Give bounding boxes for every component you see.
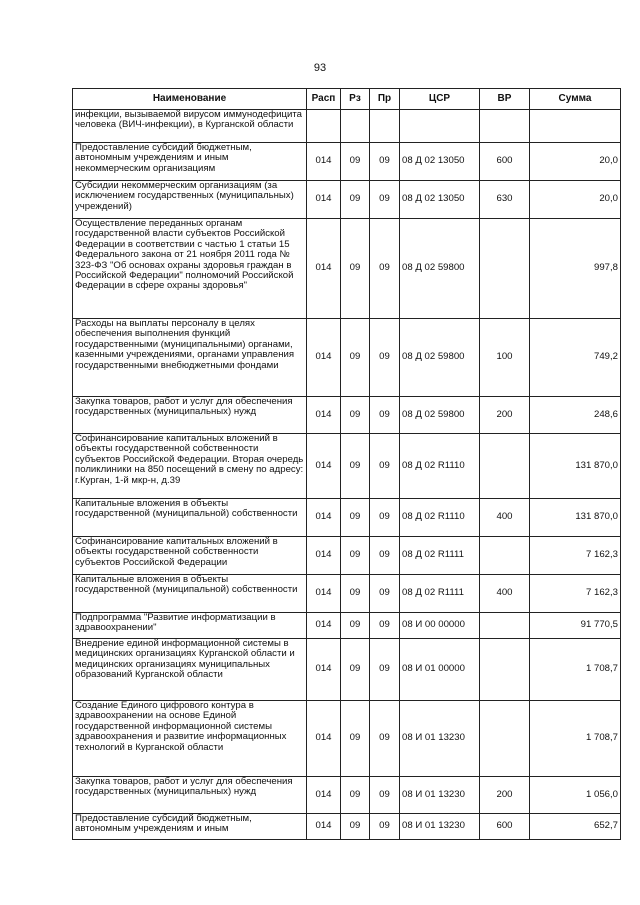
row-pr: 09 [370,319,400,397]
row-name: Софинансирование капитальных вложений в объекты государственной собственности субъектов Российской Федерации [73,537,307,575]
header-name: Наименование [73,89,307,110]
row-name: Осуществление переданных органам государственной власти субъектов Российской Федерации в соответствии с частью 1 статьи 15 Федерального закона от 21 ноября 2011 года № 323-ФЗ "Об основах охраны здоровья граждан в Российской Федерации" полномочий Российской Федерации в сфере охраны здоровья" [73,219,307,319]
row-name: Предоставление субсидий бюджетным, автономным учреждениям и иным [73,814,307,840]
row-sum: 131 870,0 [530,499,621,537]
row-pr: 09 [370,537,400,575]
row-name: Подпрограмма "Развитие информатизации в здравоохранении" [73,613,307,639]
row-vr: 200 [480,397,530,434]
row-rz: 09 [341,701,370,777]
row-rasp: 014 [307,143,341,181]
table-row [73,639,621,701]
table-header [73,89,621,110]
row-rasp [307,110,341,143]
row-csr: 08 И 01 13230 [400,814,480,840]
table-row [73,701,621,777]
row-name: Предоставление субсидий бюджетным, автономным учреждениям и иным некоммерческим организациям [73,143,307,181]
row-csr: 08 И 00 00000 [400,613,480,639]
header-row [73,89,621,110]
row-pr [370,110,400,143]
row-sum: 20,0 [530,143,621,181]
row-sum: 91 770,5 [530,613,621,639]
row-rasp: 014 [307,613,341,639]
table-row [73,219,621,319]
row-vr [480,701,530,777]
row-name: Внедрение единой информационной системы в медицинских организациях Курганской области и медицинских организациях муниципальных образований Курганской области [73,639,307,701]
table-row [73,110,621,143]
row-csr: 08 И 01 13230 [400,701,480,777]
row-csr: 08 Д 02 59800 [400,397,480,434]
row-vr [480,639,530,701]
row-rz: 09 [341,434,370,499]
row-csr: 08 Д 02 13050 [400,181,480,219]
row-csr: 08 Д 02 59800 [400,219,480,319]
row-pr: 09 [370,434,400,499]
table-row [73,181,621,219]
row-pr: 09 [370,181,400,219]
row-vr [480,434,530,499]
table-row [73,499,621,537]
row-csr: 08 Д 02 R1111 [400,537,480,575]
row-pr: 09 [370,613,400,639]
row-rasp: 014 [307,181,341,219]
header-csr: ЦСР [400,89,480,110]
row-name: инфекции, вызываемой вирусом иммунодефицита человека (ВИЧ-инфекции), в Курганской области [73,110,307,143]
row-csr: 08 И 01 00000 [400,639,480,701]
row-rz: 09 [341,575,370,613]
page-number: 93 [313,62,327,74]
row-name: Закупка товаров, работ и услуг для обеспечения государственных (муниципальных) нужд [73,777,307,814]
row-name: Капитальные вложения в объекты государственной (муниципальной) собственности [73,575,307,613]
row-csr: 08 Д 02 13050 [400,143,480,181]
row-vr: 600 [480,143,530,181]
row-vr: 200 [480,777,530,814]
row-rasp: 014 [307,319,341,397]
row-csr: 08 Д 02 R1110 [400,499,480,537]
row-sum: 131 870,0 [530,434,621,499]
row-sum: 20,0 [530,181,621,219]
row-csr [400,110,480,143]
row-pr: 09 [370,575,400,613]
row-rasp: 014 [307,537,341,575]
row-name: Расходы на выплаты персоналу в целях обеспечения выполнения функций государственными (муниципальными) органами, казенными учреждениями, органами управления государственными внебюджетными фондами [73,319,307,397]
row-pr: 09 [370,143,400,181]
table-row [73,575,621,613]
header-sum: Сумма [530,89,621,110]
row-vr: 630 [480,181,530,219]
row-sum: 1 708,7 [530,639,621,701]
row-sum: 7 162,3 [530,575,621,613]
row-rasp: 014 [307,777,341,814]
row-pr: 09 [370,219,400,319]
row-vr [480,613,530,639]
row-name: Создание Единого цифрового контура в здравоохранении на основе Единой государственной информационной системы здравоохранения и развитие информационных технологий в Курганской области [73,701,307,777]
row-rasp: 014 [307,219,341,319]
row-csr: 08 Д 02 59800 [400,319,480,397]
row-sum: 248,6 [530,397,621,434]
header-vr: ВР [480,89,530,110]
row-csr: 08 Д 02 R1110 [400,434,480,499]
row-name: Софинансирование капитальных вложений в объекты государственной собственности субъектов Российской Федерации. Вторая очередь поликлиники на 850 посещений в смену по адресу: г.Курган, 1-й мкр-н, д.39 [73,434,307,499]
table-row [73,537,621,575]
header-rz: Рз [341,89,370,110]
row-name: Субсидии некоммерческим организациям (за исключением государственных (муниципальных) учреждений) [73,181,307,219]
row-sum: 997,8 [530,219,621,319]
row-rz: 09 [341,613,370,639]
row-rz: 09 [341,639,370,701]
row-pr: 09 [370,397,400,434]
row-vr [480,537,530,575]
row-pr: 09 [370,814,400,840]
row-rasp: 014 [307,639,341,701]
table-row [73,814,621,840]
row-rz: 09 [341,499,370,537]
row-csr: 08 И 01 13230 [400,777,480,814]
row-vr: 400 [480,499,530,537]
row-name: Капитальные вложения в объекты государственной (муниципальной) собственности [73,499,307,537]
row-vr: 400 [480,575,530,613]
row-rz: 09 [341,143,370,181]
budget-table [72,88,621,840]
table-row [73,319,621,397]
row-rasp: 014 [307,701,341,777]
row-pr: 09 [370,777,400,814]
row-vr [480,110,530,143]
row-sum: 1 056,0 [530,777,621,814]
row-rasp: 014 [307,499,341,537]
table-row [73,777,621,814]
header-pr: Пр [370,89,400,110]
row-rasp: 014 [307,575,341,613]
row-rz: 09 [341,777,370,814]
row-pr: 09 [370,701,400,777]
table-row [73,143,621,181]
row-rz: 09 [341,319,370,397]
row-rz [341,110,370,143]
row-pr: 09 [370,499,400,537]
row-rasp: 014 [307,434,341,499]
row-sum: 1 708,7 [530,701,621,777]
row-rz: 09 [341,397,370,434]
row-vr [480,219,530,319]
table-row [73,397,621,434]
row-csr: 08 Д 02 R1111 [400,575,480,613]
row-name: Закупка товаров, работ и услуг для обеспечения государственных (муниципальных) нужд [73,397,307,434]
row-sum [530,110,621,143]
row-rasp: 014 [307,397,341,434]
table-body [73,110,621,840]
table-row [73,613,621,639]
row-sum: 7 162,3 [530,537,621,575]
row-rz: 09 [341,537,370,575]
row-sum: 749,2 [530,319,621,397]
table-row [73,434,621,499]
row-vr: 100 [480,319,530,397]
row-pr: 09 [370,639,400,701]
header-rasp: Расп [307,89,341,110]
row-sum: 652,7 [530,814,621,840]
row-rasp: 014 [307,814,341,840]
row-vr: 600 [480,814,530,840]
row-rz: 09 [341,219,370,319]
row-rz: 09 [341,181,370,219]
row-rz: 09 [341,814,370,840]
